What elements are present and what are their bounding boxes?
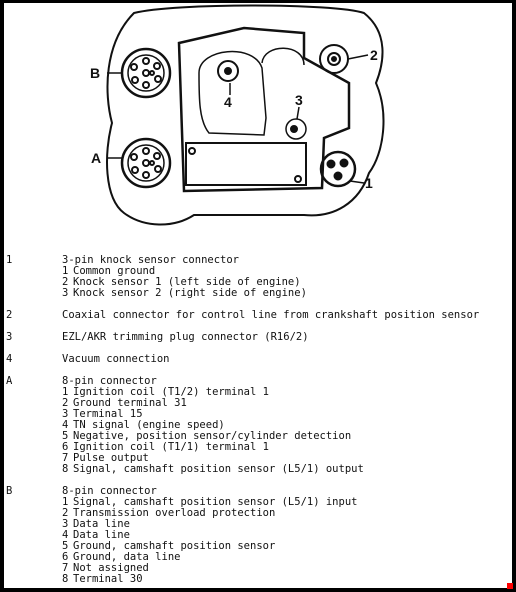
connector-a	[122, 139, 170, 187]
legend-item-number: 2	[62, 507, 69, 519]
legend-item-text: Ground, data line	[73, 551, 181, 563]
legend-entry	[4, 354, 512, 365]
legend-entry	[4, 376, 512, 475]
callout-1: 1	[365, 175, 373, 191]
legend-item-text: Terminal 30	[73, 573, 143, 585]
legend-key: B	[6, 485, 13, 497]
knock-sensor-connector	[321, 152, 355, 186]
legend-item-text: Negative, position sensor/cylinder detection	[73, 430, 352, 442]
legend-item-text: Ignition coil (T1/2) terminal 1	[73, 386, 269, 398]
legend-item-number: 5	[62, 540, 69, 552]
vacuum-dome	[199, 52, 266, 135]
legend-item	[62, 464, 512, 475]
legend-item-number: 3	[62, 287, 69, 299]
legend-item-text: Terminal 15	[73, 408, 143, 420]
legend-item-number: 2	[62, 397, 69, 409]
label-plate	[186, 143, 306, 185]
legend-key: 4	[6, 353, 13, 365]
legend-item-text: Signal, camshaft position sensor (L5/1) output	[73, 463, 364, 475]
control-module-diagram	[4, 3, 512, 243]
legend-item-number: 3	[62, 518, 69, 530]
legend-item-text: Not assigned	[73, 562, 149, 574]
legend-item-number: 7	[62, 562, 69, 574]
legend-item-text: TN signal (engine speed)	[73, 419, 225, 431]
connector-b	[122, 49, 170, 97]
legend-key: 3	[6, 331, 13, 343]
legend-item-number: 4	[62, 419, 69, 431]
callout-b: B	[90, 65, 101, 81]
callout-2: 2	[370, 47, 378, 63]
legend-item-text: Knock sensor 1 (left side of engine)	[73, 276, 301, 288]
callout-3: 3	[295, 92, 303, 108]
legend-item	[62, 574, 512, 585]
legend-key: 2	[6, 309, 13, 321]
legend-title: 8-pin connector	[62, 485, 157, 497]
legend-item-text: Data line	[73, 518, 130, 530]
legend-item-number: 6	[62, 441, 69, 453]
legend-entry	[4, 332, 512, 343]
legend-title: Vacuum connection	[62, 353, 170, 365]
legend-item-number: 7	[62, 452, 69, 464]
legend-item-text: Ignition coil (T1/1) terminal 1	[73, 441, 269, 453]
legend-entry	[4, 486, 512, 585]
legend-key: A	[6, 375, 13, 387]
legend-item-number: 2	[62, 276, 69, 288]
legend-entry	[4, 255, 512, 299]
legend-key: 1	[6, 254, 13, 266]
housing-outline	[107, 6, 383, 225]
legend-item-number: 1	[62, 496, 69, 508]
corner-mark	[507, 583, 513, 589]
legend-item-number: 8	[62, 463, 69, 475]
legend-item-number: 1	[62, 386, 69, 398]
legend-item-text: Transmission overload protection	[73, 507, 276, 519]
legend-item-number: 1	[62, 265, 69, 277]
legend-item-text: Common ground	[73, 265, 156, 277]
legend-title: 8-pin connector	[62, 375, 157, 387]
legend-item-number: 5	[62, 430, 69, 442]
legend-title: 3-pin knock sensor connector	[62, 254, 240, 266]
legend-item-number: 3	[62, 408, 69, 420]
inner-plate	[179, 28, 349, 191]
legend	[4, 255, 512, 588]
legend-item-text: Data line	[73, 529, 130, 541]
legend-item-text: Knock sensor 2 (right side of engine)	[73, 287, 307, 299]
legend-title: Coaxial connector for control line from crankshaft position sensor	[62, 309, 480, 321]
legend-item-text: Ground, camshaft position sensor	[73, 540, 276, 552]
callout-a: A	[91, 150, 102, 166]
legend-item-text: Ground terminal 31	[73, 397, 187, 409]
legend-title: EZL/AKR trimming plug connector (R16/2)	[62, 331, 309, 343]
legend-item-number: 6	[62, 551, 69, 563]
legend-item-number: 4	[62, 529, 69, 541]
legend-item-text: Pulse output	[73, 452, 149, 464]
callout-4: 4	[224, 94, 232, 110]
legend-item	[62, 288, 512, 299]
legend-entry	[4, 310, 512, 321]
legend-item-text: Signal, camshaft position sensor (L5/1) input	[73, 496, 358, 508]
legend-item-number: 8	[62, 573, 69, 585]
document-page	[4, 3, 512, 588]
